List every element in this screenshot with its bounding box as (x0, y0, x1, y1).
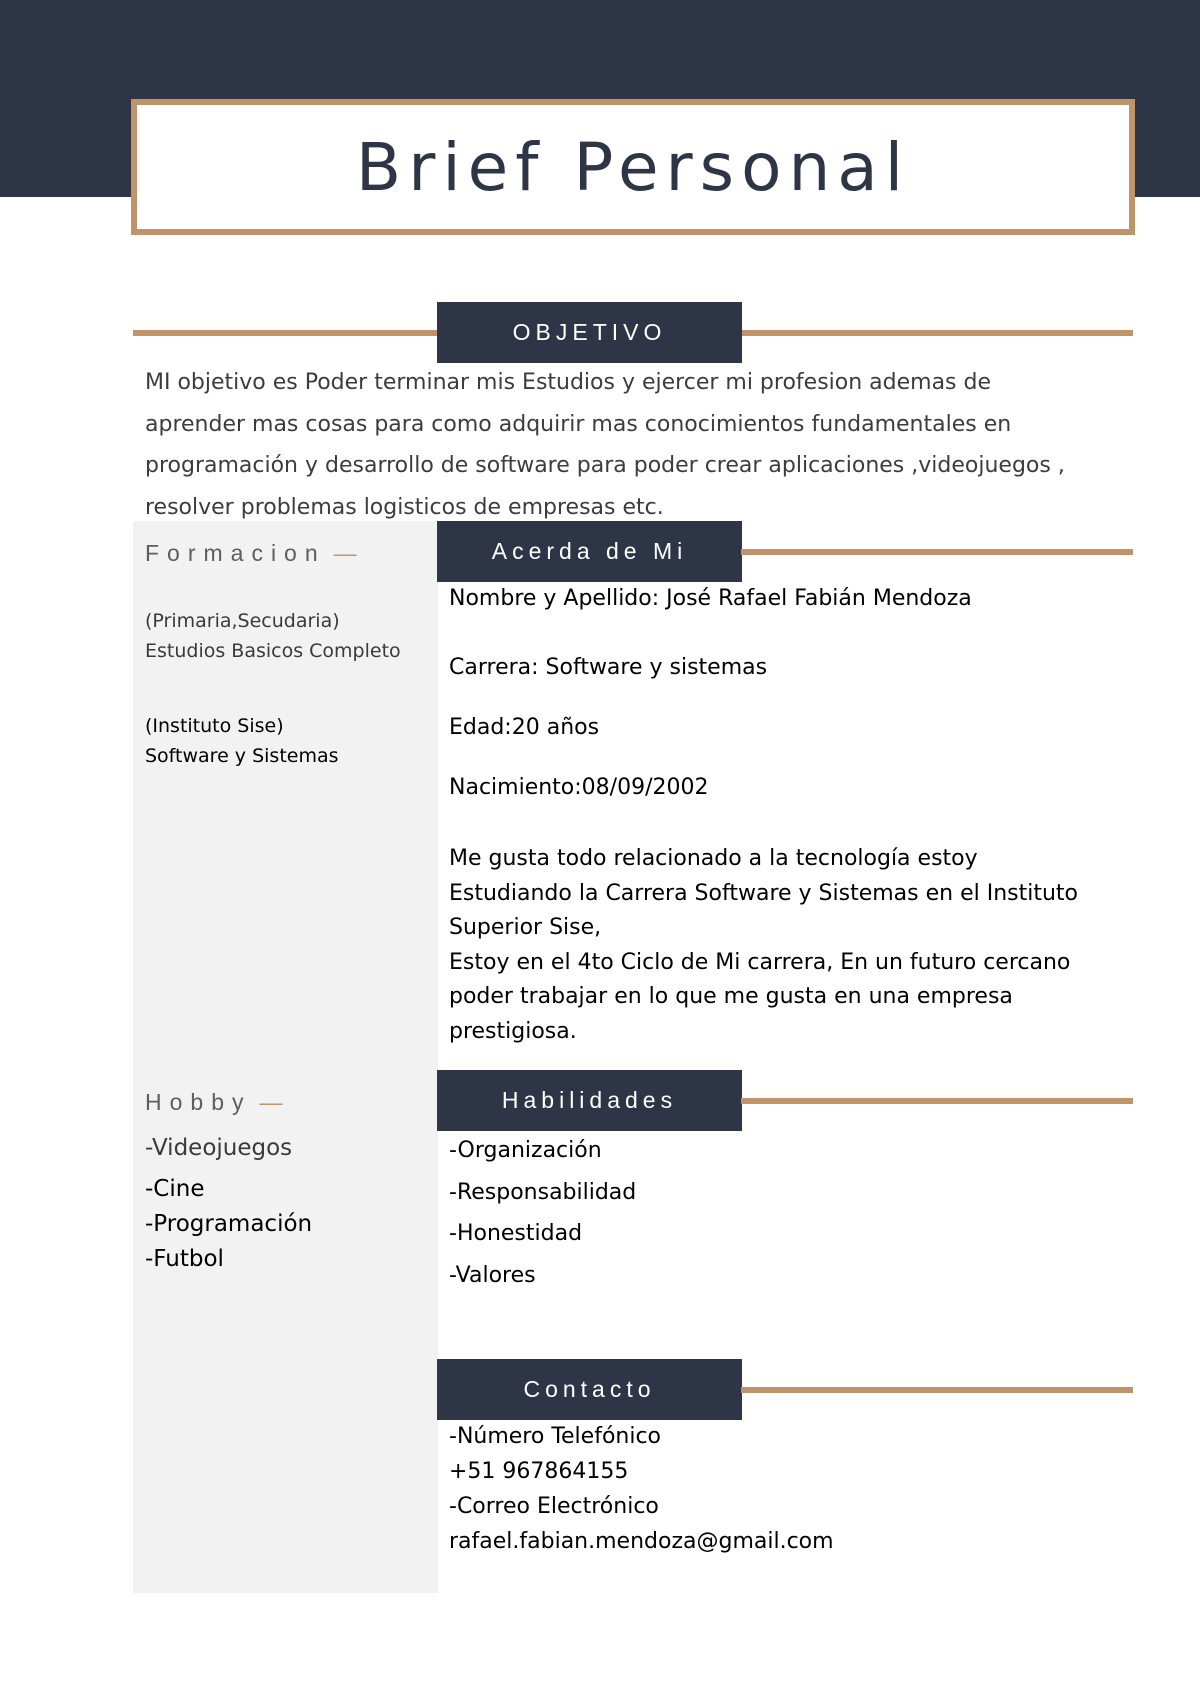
objective-line: MI objetivo es Poder terminar mis Estudios y ejercer mi profesion ademas de (145, 370, 992, 395)
formacion-entry-detail: Estudios Basicos Completo (145, 640, 401, 662)
formacion-entry (145, 606, 401, 666)
list-item: -Valores (449, 1263, 536, 1288)
objective-line: aprender mas cosas para como adquirir mas conocimientos fundamentales en (145, 411, 1012, 437)
email-address: rafael.fabian.mendoza@gmail.com (449, 1529, 834, 1554)
objective-rule-left (133, 330, 438, 336)
objective-line: resolver problemas logisticos de empresas etc. (145, 494, 664, 520)
list-item: -Honestidad (449, 1221, 583, 1246)
about-description-line: Superior Sise, (449, 915, 602, 940)
about-description (449, 842, 1129, 1049)
list-item: -Responsabilidad (449, 1180, 637, 1205)
email-label: -Correo Electrónico (449, 1494, 659, 1519)
list-item: -Cine (145, 1176, 205, 1202)
phone-label: -Número Telefónico (449, 1424, 662, 1449)
contact-heading: Contacto (437, 1359, 742, 1420)
formacion-entry-level: (Primaria,Secudaria) (145, 610, 340, 632)
skills-rule (741, 1098, 1133, 1104)
list-item: -Programación (145, 1211, 313, 1237)
formacion-heading (145, 540, 357, 567)
left-sidebar (133, 521, 438, 1593)
phone-number: +51 967864155 (449, 1459, 629, 1484)
list-item: -Organización (449, 1138, 602, 1163)
about-birth: Nacimiento:08/09/2002 (449, 775, 709, 800)
about-description-line: poder trabajar en lo que me gusta en una empresa (449, 984, 1013, 1009)
title-box (131, 99, 1135, 235)
list-item: -Futbol (145, 1246, 224, 1272)
contact-rule (741, 1387, 1133, 1393)
skills-heading: Habilidades (437, 1070, 742, 1131)
hobby-heading (145, 1089, 282, 1116)
objective-rule-right (741, 330, 1133, 336)
about-name: Nombre y Apellido: José Rafael Fabián Mendoza (449, 586, 972, 611)
page-title: Brief Personal (355, 128, 911, 206)
about-description-line: Estudiando la Carrera Software y Sistemas en el Instituto (449, 880, 1079, 906)
about-career: Carrera: Software y sistemas (449, 655, 768, 680)
hobby-heading-label: Hobby (145, 1089, 252, 1115)
about-description-line: Me gusta todo relacionado a la tecnología estoy (449, 846, 978, 871)
about-description-line: prestigiosa. (449, 1018, 577, 1044)
formacion-entry (145, 711, 339, 771)
about-description-line: Estoy en el 4to Ciclo de Mi carrera, En un futuro cercano (449, 949, 1071, 975)
about-age: Edad:20 años (449, 715, 600, 740)
formacion-heading-dash: — (333, 540, 357, 566)
formacion-heading-label: Formacion (145, 540, 326, 566)
list-item: -Videojuegos (145, 1135, 293, 1161)
formacion-entry-detail: Software y Sistemas (145, 745, 339, 767)
objective-heading: OBJETIVO (437, 302, 742, 363)
objective-text (145, 362, 1120, 528)
about-rule (741, 549, 1133, 555)
formacion-entry-level: (Instituto Sise) (145, 715, 284, 737)
about-heading: Acerda de Mi (437, 521, 742, 582)
hobby-heading-dash: — (259, 1089, 283, 1115)
objective-line: programación y desarrollo de software para poder crear aplicaciones ,videojuegos , (145, 453, 1065, 478)
